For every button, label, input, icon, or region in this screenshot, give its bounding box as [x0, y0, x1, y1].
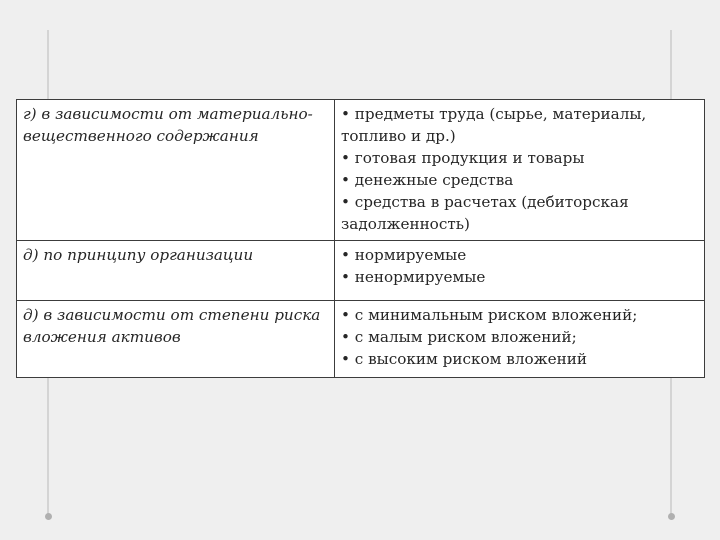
list-item: • денежные средства	[341, 171, 514, 189]
slide-frame-left-dot	[45, 513, 52, 520]
table-row	[17, 241, 705, 301]
table-row	[17, 301, 705, 378]
list-item: • средства в расчетах (дебиторская задолженность)	[341, 193, 629, 233]
list-item: • ненормируемые	[341, 268, 486, 286]
list-item: • нормируемые	[341, 246, 467, 264]
table-row	[17, 100, 705, 241]
category-cell: д) в зависимости от степени риска вложения активов	[17, 301, 335, 378]
classification-table	[16, 99, 705, 378]
items-cell	[335, 241, 705, 301]
category-cell: г) в зависимости от материально-вещественного содержания	[17, 100, 335, 241]
category-cell: д) по принципу организации	[17, 241, 335, 301]
list-item: • с малым риском вложений;	[341, 328, 577, 346]
list-item: • предметы труда (сырье, материалы, топливо и др.)	[341, 105, 647, 145]
list-item: • с высоким риском вложений	[341, 350, 587, 368]
items-cell	[335, 100, 705, 241]
slide-frame-right-dot	[668, 513, 675, 520]
list-item: • с минимальным риском вложений;	[341, 306, 638, 324]
items-cell	[335, 301, 705, 378]
list-item: • готовая продукция и товары	[341, 149, 585, 167]
